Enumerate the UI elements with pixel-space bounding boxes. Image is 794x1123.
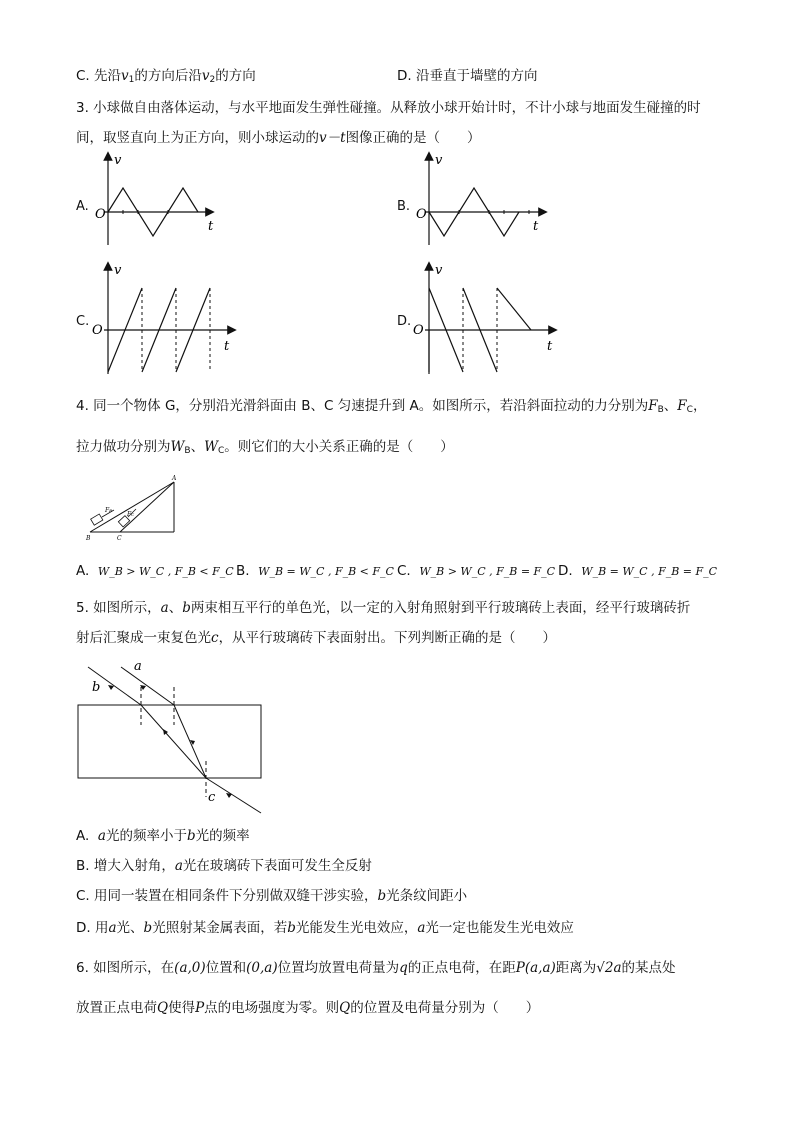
q3-graph-b [411, 150, 551, 250]
svg-text:FC: FC [127, 511, 135, 518]
q4-stem-line2: 拉力做功分别为$W_B$、$W_C$。则它们的大小关系正确的是（ ） [76, 439, 454, 456]
svg-text:a: a [134, 659, 142, 674]
svg-text:A: A [172, 475, 177, 482]
svg-text:t: t [533, 219, 539, 234]
svg-text:O: O [413, 323, 424, 338]
q3-option-c-label: C. [76, 314, 90, 329]
svg-text:v: v [114, 263, 122, 278]
svg-text:C: C [117, 535, 122, 542]
q5-option-a: A. a光的频率小于b光的频率 [76, 828, 250, 844]
svg-text:B: B [86, 535, 91, 542]
q4-choice-c: C. W_B > W_C , F_B = F_C [397, 563, 556, 579]
q3-option-a-label: A. [76, 199, 89, 214]
q6-stem-line2: 放置正点电荷Q使得P点的电场强度为零。则Q的位置及电荷量分别为（ ） [76, 1000, 540, 1016]
q3-stem-line1: 3. 小球做自由落体运动，与水平地面发生弹性碰撞。从释放小球开始计时，不计小球与地面发生碰撞的时 [76, 100, 701, 116]
q3-option-d-label: D. [397, 314, 412, 329]
svg-text:v: v [435, 263, 443, 278]
q4-stem-line1: 4. 同一个物体 G，分别沿光滑斜面由 B、C 匀速提升到 A。如图所示，若沿斜面拉动的力分别为$F_B$、$F_C$， [76, 398, 707, 415]
q5-option-d: D. 用a光、b光照射某金属表面，若b光能发生光电效应，a光一定也能发生光电效应 [76, 920, 574, 936]
q4-incline-figure [82, 474, 192, 546]
q3-graph-c [90, 262, 240, 377]
svg-text:O: O [92, 323, 103, 338]
q5-option-c: C. 用同一装置在相同条件下分别做双缝干涉实验，b光条纹间距小 [76, 888, 468, 904]
q4-choice-a: A. W_B > W_C , F_B < F_C [76, 563, 234, 579]
q5-option-b: B. 增大入射角，a光在玻璃砖下表面可发生全反射 [76, 858, 372, 874]
q2-option-c: C. 先沿$v_1$的方向后沿$v_2$的方向 [76, 68, 256, 85]
svg-text:O: O [95, 207, 106, 222]
q3-graph-a [90, 150, 230, 250]
svg-text:O: O [416, 207, 427, 222]
q4-choice-b: B. W_B = W_C , F_B < F_C [236, 563, 394, 579]
svg-text:t: t [208, 219, 214, 234]
svg-text:FB: FB [105, 507, 113, 514]
q2-option-d: D. 沿垂直于墙壁的方向 [397, 68, 538, 84]
q3-option-b-label: B. [397, 199, 411, 214]
q6-stem-line1: 6. 如图所示，在(a,0)位置和(0,a)位置均放置电荷量为q的正点电荷，在距P(a,a)距离为√2a的某点处 [76, 960, 676, 976]
svg-text:c: c [208, 790, 216, 805]
svg-text:v: v [435, 153, 443, 168]
q5-stem-line2: 射后汇聚成一束复色光c，从平行玻璃砖下表面射出。下列判断正确的是（ ） [76, 630, 557, 646]
svg-text:v: v [114, 153, 122, 168]
svg-text:t: t [224, 339, 230, 354]
svg-text:t: t [547, 339, 553, 354]
q3-stem-line2: 间，取竖直向上为正方向，则小球运动的v－t图像正确的是（ ） [76, 130, 481, 146]
q5-stem-line1: 5. 如图所示，a、b两束相互平行的单色光，以一定的入射角照射到平行玻璃砖上表面，经平行玻璃砖折 [76, 600, 691, 616]
svg-text:b: b [92, 680, 101, 695]
q5-glass-brick-figure [76, 655, 276, 820]
q4-choice-d: D. W_B = W_C , F_B = F_C [558, 563, 718, 579]
q3-graph-d [411, 262, 561, 377]
